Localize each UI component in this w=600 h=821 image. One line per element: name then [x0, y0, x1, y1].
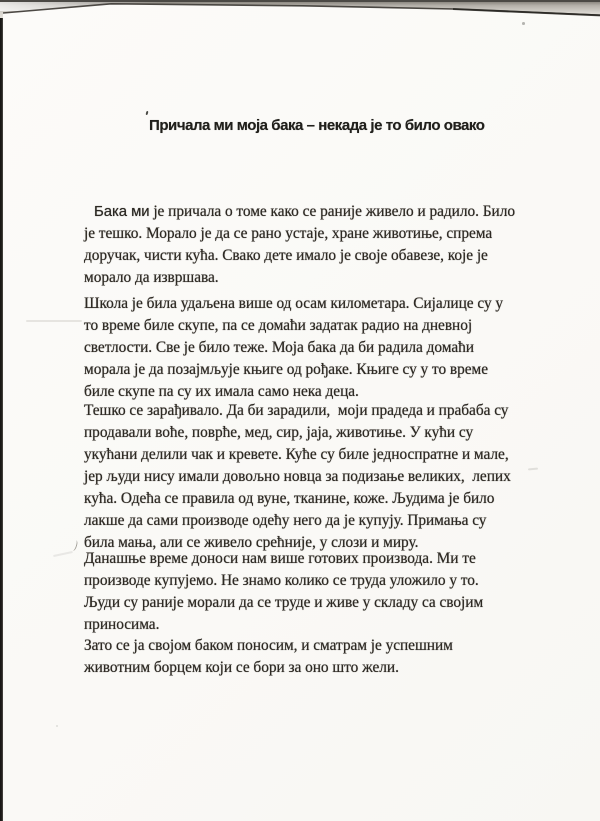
text-line: то време биле скупе, па се домаћи задатак радио на дневној	[84, 317, 473, 334]
scan-artifact-line	[26, 320, 82, 322]
text-line: доручак, чисти кућа. Свако дете имало је своје обавезе, које је	[84, 247, 488, 264]
text-line: Бака ми је причала о томе како се раније живело и радило. Било	[94, 203, 515, 220]
paragraph	[84, 400, 511, 554]
paragraph	[84, 293, 503, 403]
scan-artifact-dot	[56, 725, 58, 727]
text-line: јер људи нису имали довољно новца за подизање великих, лепих	[84, 468, 511, 485]
text-line: морало да извршава.	[84, 269, 219, 286]
page-title: Причала ми моја бака – некада је то било овако	[149, 117, 485, 134]
text-line: биле скупе па су их имала само нека деца.	[84, 383, 359, 400]
paragraph	[84, 548, 483, 636]
text-line: била мања, али се живело срећније, у слози и миру.	[84, 534, 419, 551]
scan-artifact-dot	[522, 22, 525, 25]
paragraph	[84, 201, 515, 289]
text-line: Зато се ја својом баком поносим, и сматрам је успешним	[84, 637, 453, 654]
text-line: приносима.	[84, 616, 160, 633]
paragraph	[84, 635, 453, 679]
text-line: продавали воће, поврће, мед, сир, јаја, животиње. У кући су	[84, 424, 474, 441]
text-line: кућа. Одећа се правила од вуне, тканине, коже. Људима је било	[84, 490, 495, 507]
text-line: Тешко се зарађивало. Да би зарадили, моји прадеда и прабаба су	[84, 402, 509, 419]
text-line: животним борцем који се бори за оно што жели.	[84, 659, 399, 676]
text-line: Школа је била удаљена више од осам километара. Сијалице су у	[84, 295, 504, 312]
text-line: Људи су раније морали да се труде и живе у складу са својим	[84, 594, 484, 611]
text-line: светлости. Све је било теже. Моја бака да би радила домаћи	[84, 339, 474, 356]
text-line: лакше да сами производе одећу него да је купују. Примања су	[84, 512, 487, 529]
text-line: производе купујемо. Не знамо колико се труда уложило у то.	[84, 572, 479, 589]
text-line: укућани делили чак и кревете. Куће су биле једноспратне и мале,	[84, 446, 509, 463]
lead-text: Бака ми	[94, 204, 150, 220]
text-line: Данашње време доноси нам више готових производа. Ми те	[84, 550, 476, 567]
text-line: је тешко. Морало је да се рано устаје, хране животиње, спрема	[84, 225, 493, 242]
text-line: морала је да позајмљује књиге од рођаке. Књиге су у то време	[84, 361, 489, 378]
